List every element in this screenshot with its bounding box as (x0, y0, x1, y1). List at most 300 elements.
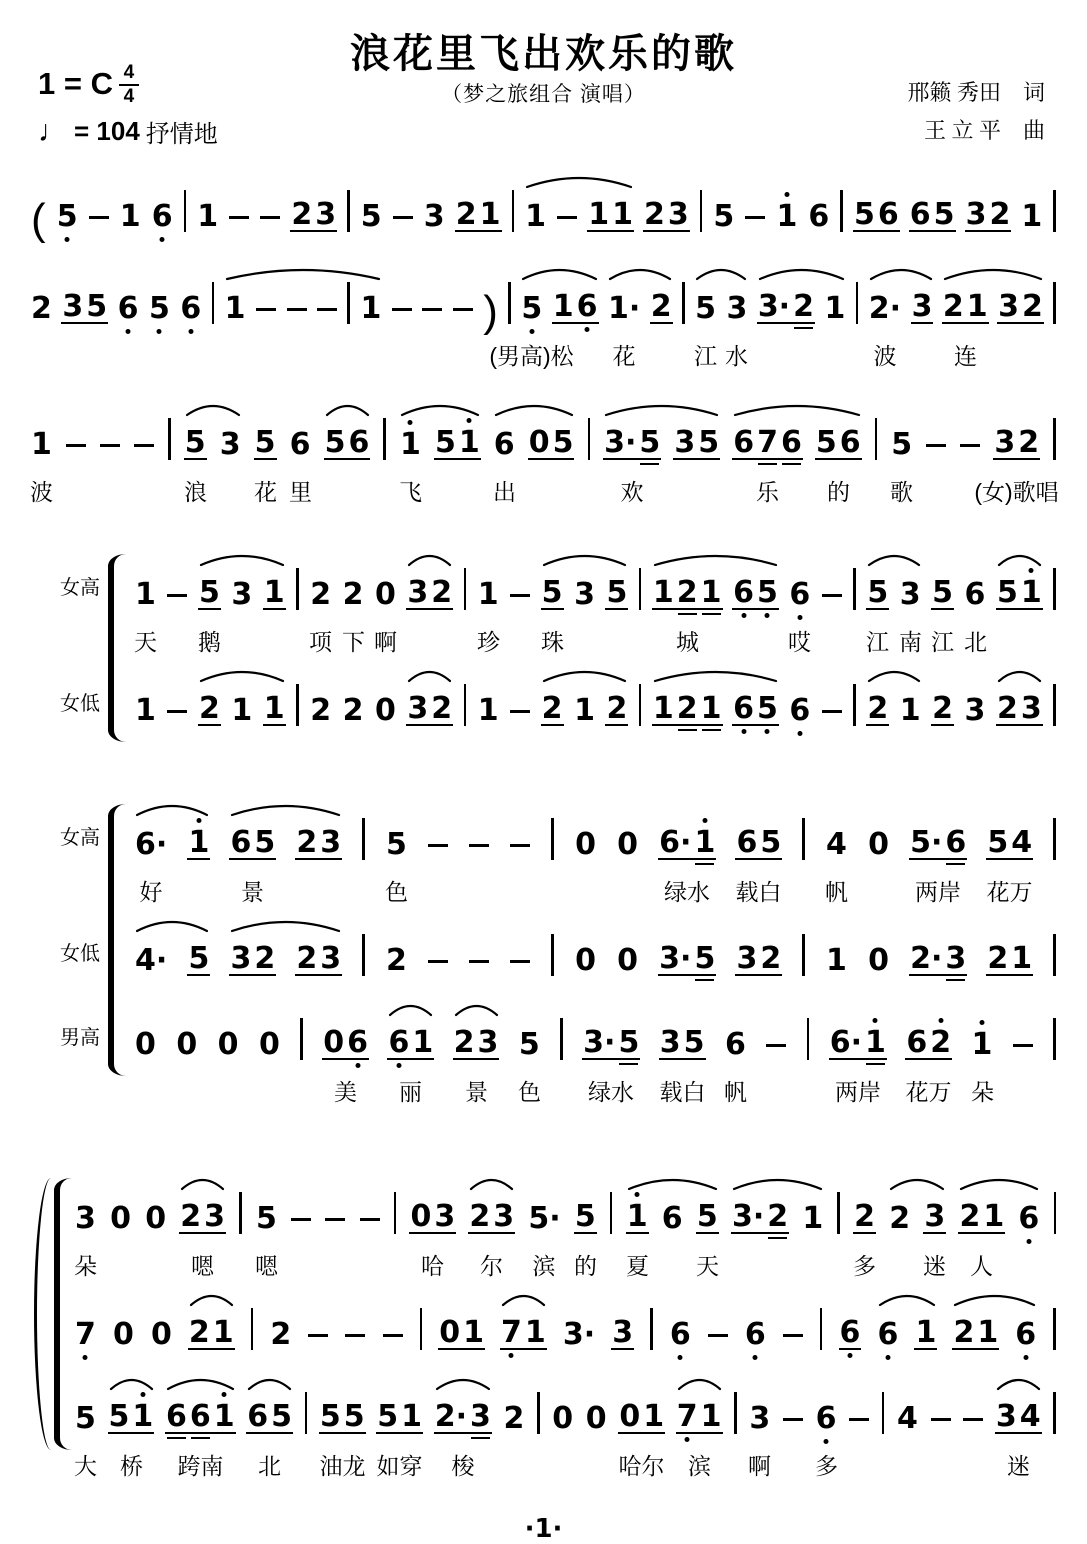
barline (560, 1018, 563, 1060)
note-group (890, 427, 913, 462)
note-group (269, 1317, 292, 1352)
note-group (509, 844, 531, 861)
dash-note (931, 1418, 951, 1422)
note-group (807, 199, 830, 234)
note-group (228, 216, 250, 233)
barline (1054, 1192, 1057, 1234)
dash-note (287, 308, 307, 312)
octave-dot-below (585, 327, 590, 332)
note-group (788, 693, 811, 728)
dash-note (260, 216, 280, 220)
note-group (255, 1201, 278, 1236)
note-group (815, 425, 862, 460)
note-group (509, 594, 531, 611)
barline (296, 684, 299, 726)
note-group (74, 1401, 97, 1436)
note: 1 (652, 691, 674, 726)
note: 4 (1011, 825, 1033, 860)
dash-note (345, 1334, 365, 1338)
lyric-syllable: 色 (518, 1079, 541, 1105)
note: 0 (575, 943, 596, 978)
note: 2 (959, 1199, 981, 1234)
note: 0 (258, 1027, 280, 1062)
note-group (219, 427, 242, 462)
note-group (819, 1308, 824, 1350)
note-group (527, 1201, 561, 1236)
dash-note (383, 1334, 403, 1338)
dash-note (256, 308, 276, 312)
note-group (652, 575, 723, 610)
voice-label: 女高 (60, 577, 100, 599)
lyric-syllable: 嗯 (255, 1253, 278, 1279)
dash-note (783, 1418, 803, 1422)
note-group (196, 199, 219, 234)
note: 2 (932, 691, 953, 726)
note-group (133, 444, 155, 461)
note: 1 (188, 828, 209, 858)
dash-note (783, 1334, 803, 1338)
barline (1053, 934, 1056, 976)
note-group (658, 941, 716, 976)
note-group (852, 684, 857, 726)
barline (1053, 1308, 1056, 1350)
dash-note (822, 594, 842, 598)
note: 2 (953, 1315, 975, 1350)
barline (610, 1192, 613, 1234)
note: 7 (757, 428, 778, 458)
note-group (179, 291, 202, 326)
note-group (134, 943, 168, 978)
note: 5 (521, 294, 542, 324)
note: 1 (802, 1201, 824, 1236)
note: 5 (434, 425, 456, 460)
note: 6 (945, 828, 966, 858)
note: 3· (757, 289, 791, 324)
note: 6 (733, 578, 754, 608)
note: 1 (524, 1315, 546, 1350)
note-group (520, 291, 543, 326)
note: 1 (197, 199, 219, 234)
lyric-syllable: 绿水 (588, 1079, 634, 1105)
note-group (574, 943, 597, 978)
note-group (735, 941, 782, 976)
dash-note (963, 1418, 983, 1422)
note: 1 (977, 1315, 999, 1350)
note-group (188, 1315, 235, 1350)
note-group (167, 418, 172, 460)
dash-note (393, 216, 413, 220)
note: 6 (733, 694, 754, 724)
lyric-syllable: 飞 (399, 479, 422, 505)
note: 3· (562, 1317, 596, 1352)
header (0, 0, 1087, 150)
note: 6 (877, 197, 899, 232)
dash-note (510, 960, 530, 964)
note-group (582, 1025, 640, 1060)
dash-note (557, 216, 577, 220)
note: 1 (525, 199, 547, 234)
lyric-syllable: 色 (385, 879, 408, 905)
note-group (815, 1401, 838, 1436)
note-group (638, 684, 643, 726)
note-group (99, 444, 121, 461)
system (30, 794, 1059, 1104)
lyric-syllable: 迷 (1007, 1453, 1030, 1479)
note-group (65, 444, 87, 461)
note-group (839, 1315, 862, 1350)
note: 3 (231, 577, 253, 612)
note-group (421, 308, 443, 325)
note-group (286, 308, 308, 325)
note: 0 (112, 1317, 134, 1352)
note: 1 (574, 693, 595, 728)
octave-dot-below (765, 613, 770, 618)
note: 2 (431, 691, 453, 726)
note: 1 (966, 289, 988, 324)
note-group (230, 693, 253, 728)
note-group (346, 282, 351, 324)
note: 2 (455, 197, 477, 232)
note-group (806, 1018, 811, 1060)
note-group (986, 825, 1033, 860)
note: 5 (541, 575, 563, 610)
note: 4 (896, 1401, 918, 1436)
note: 2 (469, 1199, 491, 1234)
octave-dot-below (797, 731, 802, 736)
lyric-line (74, 1446, 1059, 1478)
note-group (452, 308, 474, 325)
second-underline (619, 1063, 638, 1066)
octave-dot-below (188, 329, 193, 334)
note-group (56, 199, 79, 234)
note-group (324, 1218, 346, 1235)
note: 6 (118, 294, 139, 324)
note: 1 (360, 291, 382, 326)
note: 1 (824, 291, 846, 326)
slur-arcs (134, 910, 1059, 936)
dash-note (766, 1044, 786, 1048)
note: 3 (998, 289, 1020, 324)
note: 3 (726, 291, 748, 326)
lyric-syllable: 歌 (890, 479, 913, 505)
note: 1 (701, 578, 722, 608)
octave-dot-below (753, 1355, 758, 1360)
note: 2 (989, 197, 1011, 232)
row-block (30, 544, 1059, 654)
note: 3 (667, 197, 689, 232)
note-group (246, 1399, 293, 1434)
note-group (406, 691, 453, 726)
lyric-syllable: 迷 (923, 1253, 946, 1279)
octave-dot-below (797, 615, 802, 620)
note: 3 (407, 691, 429, 726)
octave-dot-above (196, 818, 201, 823)
note-group (821, 594, 843, 611)
note: 6 (230, 825, 252, 860)
note: 1 (224, 291, 246, 326)
barline (383, 418, 386, 460)
barline (512, 190, 515, 232)
second-underline (794, 327, 813, 330)
note-group (877, 1317, 900, 1352)
row-block (30, 166, 1059, 244)
note-group (707, 1334, 729, 1351)
note-group (603, 425, 661, 460)
note-group (187, 825, 210, 860)
second-underline (866, 1063, 885, 1066)
note: 0 (528, 425, 550, 460)
note-group (184, 425, 207, 460)
note-group (909, 197, 956, 232)
lyric-syllable: 梭 (451, 1453, 475, 1479)
lyric-syllable: 江 (866, 629, 889, 655)
note-group (183, 190, 188, 232)
note-group (134, 577, 157, 612)
note-group (455, 197, 502, 232)
note-group (866, 575, 889, 610)
note-group (427, 844, 449, 861)
note-group (744, 216, 766, 233)
second-underline (678, 613, 697, 616)
second-underline (191, 1437, 210, 1440)
lyric-syllable: 两岸 (915, 879, 961, 905)
note: 1 (132, 1402, 153, 1432)
note: 0 (868, 943, 889, 978)
note: 0 (617, 943, 638, 978)
note-group (258, 1027, 281, 1062)
lyricist-credit: 邢籁 秀田 词 (907, 80, 1045, 105)
note-group (392, 216, 414, 233)
lyric-line (30, 336, 1059, 368)
barline (802, 934, 805, 976)
note: 6 (670, 1320, 691, 1350)
note: 1 (463, 1315, 484, 1350)
note-group (224, 291, 247, 326)
lyric-syllable: 波 (30, 479, 53, 505)
note-group (385, 827, 408, 862)
note: 0 (585, 1401, 607, 1436)
note-group (108, 1399, 155, 1434)
note-group (649, 1308, 654, 1350)
note-group (61, 289, 108, 324)
barline (1053, 1392, 1056, 1434)
note-group (289, 427, 312, 462)
row-block (30, 394, 1059, 504)
note-group (964, 693, 987, 728)
octave-dot-below (824, 1439, 829, 1444)
note-group (732, 691, 779, 726)
barline (1053, 282, 1056, 324)
time-signature: $\frac{4}{4}$ (119, 63, 139, 107)
note: 6 (1018, 1204, 1039, 1234)
note-group (925, 444, 947, 461)
lyric-line (30, 472, 1059, 504)
note-group (995, 1399, 1042, 1434)
note-group (528, 425, 575, 460)
octave-dot-below (509, 1353, 514, 1358)
note-group (931, 691, 954, 726)
note-group (867, 827, 890, 862)
note: 2 (31, 291, 52, 326)
note-group (643, 197, 690, 232)
note: 6 (348, 425, 370, 460)
note-group (238, 1192, 243, 1234)
note-group (732, 425, 803, 460)
dash-note (708, 1334, 728, 1338)
note: 5 (255, 1201, 277, 1236)
note: 3 (470, 1402, 491, 1432)
lyric-syllable: 大 (74, 1453, 97, 1479)
note-group (316, 308, 338, 325)
note-group (263, 691, 286, 726)
note: 2 (942, 289, 964, 324)
slur-arcs (134, 794, 1059, 820)
note-group (825, 943, 848, 978)
note-group (290, 197, 337, 232)
note-group (109, 1201, 132, 1236)
note-group (30, 194, 47, 244)
note-group (725, 291, 748, 326)
note: 2 (1022, 289, 1043, 324)
barline (1053, 684, 1056, 726)
note: 1 (983, 1199, 1005, 1234)
note: 1 (119, 199, 141, 234)
note-group (867, 943, 890, 978)
note-group (509, 960, 531, 977)
note: 3 (434, 1199, 456, 1234)
dash-note (167, 594, 187, 598)
note: 5 (552, 425, 574, 460)
row-block (30, 1168, 1059, 1278)
note: 5 (108, 1399, 130, 1434)
note: 3 (407, 575, 429, 610)
note: 5 (760, 825, 782, 860)
note-group (661, 1201, 684, 1236)
lyric-syllable: 跨南 (177, 1453, 224, 1479)
barline (820, 1308, 823, 1350)
note-group (866, 691, 889, 726)
note-group (958, 1199, 1005, 1234)
note: 5 (324, 425, 346, 460)
lyric-syllable: 滨 (532, 1253, 556, 1279)
lyric-syllable: 好 (139, 879, 163, 905)
row-block (30, 994, 1059, 1104)
note-group (382, 418, 387, 460)
barline (1053, 190, 1056, 232)
octave-dot-below (355, 1063, 360, 1068)
note: 1 (826, 943, 847, 978)
note: 4 (826, 827, 847, 862)
note: 3 (219, 427, 241, 462)
note-group (562, 1317, 596, 1352)
page-number: ·1· (524, 1514, 563, 1544)
note: 3 (493, 1199, 515, 1234)
note: 6 (808, 199, 830, 234)
lyric-syllable: 花 (612, 343, 636, 369)
expression-text: 抒情地 (145, 122, 218, 149)
note-group (1052, 568, 1057, 610)
barline (347, 190, 350, 232)
note-group (493, 427, 516, 462)
system (30, 166, 1059, 244)
note: 0 (135, 1027, 156, 1062)
octave-dot-above (784, 192, 789, 197)
note: 3 (924, 1199, 946, 1234)
note-group (255, 308, 277, 325)
dash-note (428, 844, 448, 848)
note-group (500, 1315, 547, 1350)
lyric-line (134, 622, 1059, 654)
dash-note (849, 1418, 869, 1422)
octave-dot-above (635, 1192, 640, 1197)
note: 1 (263, 691, 285, 726)
note: 5 (198, 575, 220, 610)
note: 4· (135, 943, 168, 978)
lyric-syllable: 北 (258, 1453, 281, 1479)
note: 6 (180, 294, 201, 324)
octave-dot-below (396, 1063, 401, 1068)
music-line (134, 660, 1059, 738)
note: 2 (996, 691, 1018, 726)
barline (1053, 568, 1056, 610)
barline (650, 1308, 653, 1350)
note-group (346, 190, 351, 232)
note: 3· (731, 1199, 765, 1234)
octave-dot-below (741, 729, 746, 734)
note-group (829, 1025, 887, 1060)
note: 5 (867, 575, 889, 610)
note: 1 (972, 1030, 993, 1060)
note-group (507, 282, 512, 324)
note: 2 (310, 693, 332, 728)
note-group (399, 427, 422, 462)
octave-dot-above (222, 1392, 227, 1397)
note: 5 (618, 1028, 639, 1058)
barline (537, 1392, 540, 1434)
note-group (419, 1308, 424, 1350)
slur-arcs (30, 394, 1059, 420)
dash-note (428, 960, 448, 964)
note-group (211, 282, 216, 324)
slur-arcs (30, 166, 1059, 192)
note-group (899, 693, 922, 728)
note-group (468, 960, 490, 977)
note-group (853, 197, 900, 232)
octave-dot-below (65, 237, 70, 242)
lyric-syllable: 帆 (724, 1079, 747, 1105)
note-group (541, 575, 564, 610)
note: 2 (342, 693, 364, 728)
note: 3 (736, 941, 758, 976)
note: 0 (145, 1201, 167, 1236)
note-group (673, 425, 720, 460)
note: 5 (188, 941, 210, 976)
note: 2 (1018, 425, 1040, 460)
dash-note (469, 960, 489, 964)
lyric-syllable: 出 (493, 479, 516, 505)
note: 5 (698, 425, 720, 460)
note-group (965, 197, 1012, 232)
note: 5 (639, 428, 660, 458)
note: 5 (891, 427, 913, 462)
music-line (30, 166, 1059, 244)
note-group (342, 693, 365, 728)
note: 2 (677, 578, 698, 608)
lyric-syllable: 多 (815, 1453, 838, 1479)
lyric-syllable: 绿水 (664, 879, 710, 905)
lyric-syllable: 桥 (120, 1453, 143, 1479)
note-group (1017, 1201, 1040, 1236)
